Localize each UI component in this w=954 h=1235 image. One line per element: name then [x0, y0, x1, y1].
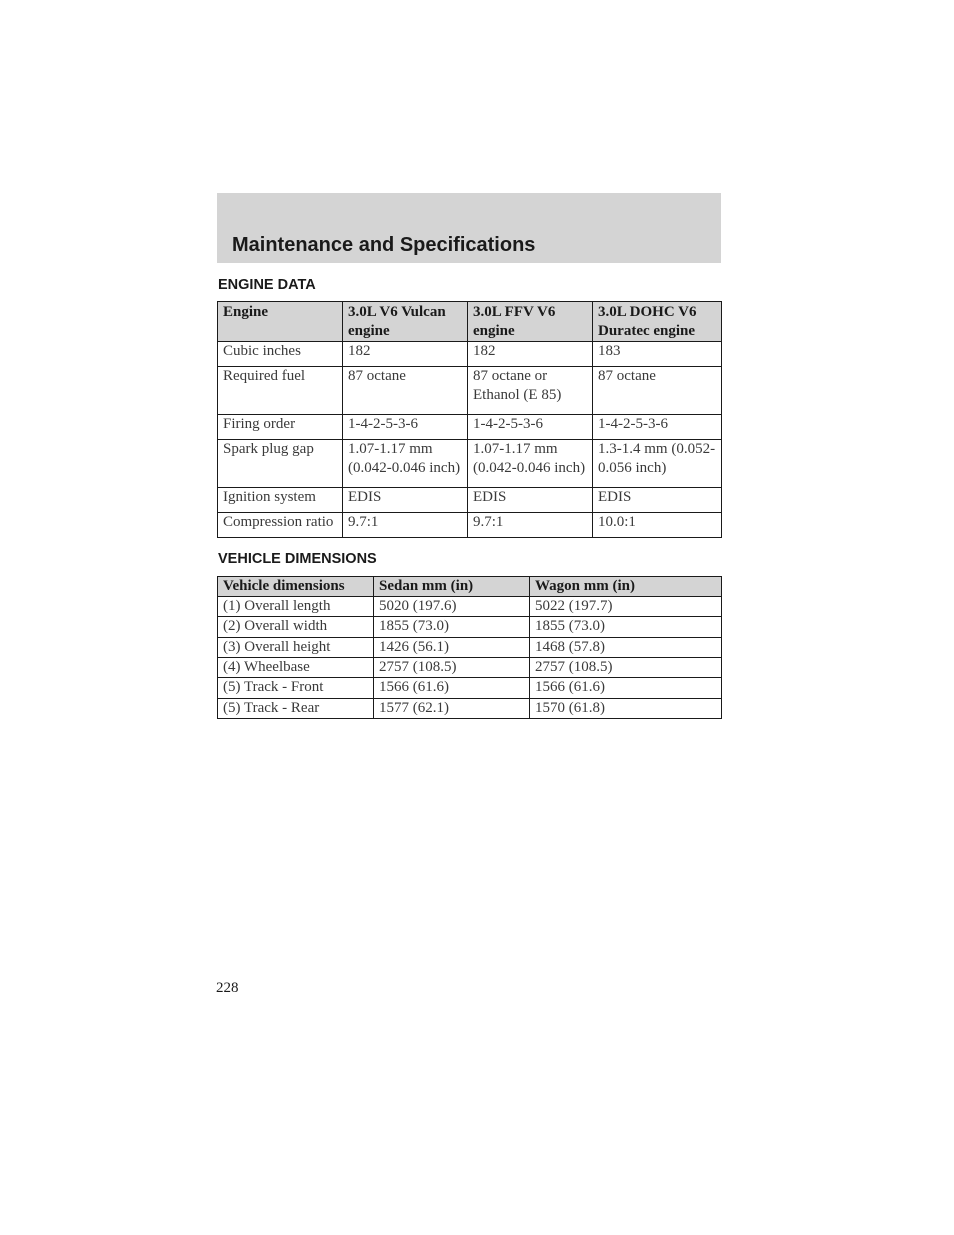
table-cell: Spark plug gap: [218, 439, 343, 487]
table-cell: 1-4-2-5-3-6: [343, 415, 468, 440]
vehicle-dimensions-table: [217, 576, 722, 719]
table-cell: 1855 (73.0): [374, 617, 530, 637]
dimensions-col-header: Wagon mm (in): [530, 577, 722, 597]
table-cell: EDIS: [343, 488, 468, 513]
table-cell: (5) Track - Rear: [218, 698, 374, 718]
table-cell: 1570 (61.8): [530, 698, 722, 718]
engine-table-header-row: [218, 302, 722, 342]
table-cell: 1-4-2-5-3-6: [468, 415, 593, 440]
table-row: [218, 513, 722, 538]
table-cell: EDIS: [593, 488, 722, 513]
dimensions-col-header: Vehicle dimensions: [218, 577, 374, 597]
dimensions-col-header: Sedan mm (in): [374, 577, 530, 597]
table-cell: 1426 (56.1): [374, 637, 530, 657]
table-cell: Ignition system: [218, 488, 343, 513]
table-row: [218, 698, 722, 718]
header-band: [217, 193, 721, 263]
table-cell: 9.7:1: [343, 513, 468, 538]
table-cell: 1.07-1.17 mm (0.042-0.046 inch): [468, 439, 593, 487]
table-row: [218, 415, 722, 440]
table-cell: 1577 (62.1): [374, 698, 530, 718]
table-cell: Firing order: [218, 415, 343, 440]
table-row: [218, 366, 722, 414]
dimensions-table-header-row: [218, 577, 722, 597]
table-cell: 87 octane: [343, 366, 468, 414]
page-number: 228: [216, 980, 239, 996]
table-cell: (4) Wheelbase: [218, 657, 374, 677]
table-cell: 87 octane or Ethanol (E 85): [468, 366, 593, 414]
engine-col-header: 3.0L DOHC V6 Duratec engine: [593, 302, 722, 342]
table-cell: Compression ratio: [218, 513, 343, 538]
table-cell: Required fuel: [218, 366, 343, 414]
engine-col-header: Engine: [218, 302, 343, 342]
table-row: [218, 439, 722, 487]
table-row: [218, 678, 722, 698]
table-cell: 183: [593, 342, 722, 367]
table-row: [218, 637, 722, 657]
table-cell: 1-4-2-5-3-6: [593, 415, 722, 440]
engine-col-header: 3.0L FFV V6 engine: [468, 302, 593, 342]
engine-data-table: [217, 301, 722, 538]
table-cell: 5022 (197.7): [530, 597, 722, 617]
table-cell: (5) Track - Front: [218, 678, 374, 698]
engine-data-heading: ENGINE DATA: [218, 277, 316, 293]
table-cell: (1) Overall length: [218, 597, 374, 617]
table-cell: Cubic inches: [218, 342, 343, 367]
table-row: [218, 657, 722, 677]
vehicle-dimensions-heading: VEHICLE DIMENSIONS: [218, 551, 377, 567]
table-cell: 1566 (61.6): [530, 678, 722, 698]
table-cell: 2757 (108.5): [374, 657, 530, 677]
table-row: [218, 597, 722, 617]
table-cell: EDIS: [468, 488, 593, 513]
table-cell: 1.07-1.17 mm (0.042-0.046 inch): [343, 439, 468, 487]
table-cell: 5020 (197.6): [374, 597, 530, 617]
engine-col-header: 3.0L V6 Vulcan engine: [343, 302, 468, 342]
table-cell: 2757 (108.5): [530, 657, 722, 677]
table-cell: 1566 (61.6): [374, 678, 530, 698]
table-cell: 182: [468, 342, 593, 367]
table-cell: (3) Overall height: [218, 637, 374, 657]
table-cell: 9.7:1: [468, 513, 593, 538]
table-row: [218, 342, 722, 367]
table-cell: (2) Overall width: [218, 617, 374, 637]
table-row: [218, 617, 722, 637]
page-title: Maintenance and Specifications: [232, 234, 536, 256]
table-cell: 87 octane: [593, 366, 722, 414]
table-cell: 182: [343, 342, 468, 367]
table-cell: 1.3-1.4 mm (0.052-0.056 inch): [593, 439, 722, 487]
table-cell: 10.0:1: [593, 513, 722, 538]
table-cell: 1468 (57.8): [530, 637, 722, 657]
table-row: [218, 488, 722, 513]
table-cell: 1855 (73.0): [530, 617, 722, 637]
